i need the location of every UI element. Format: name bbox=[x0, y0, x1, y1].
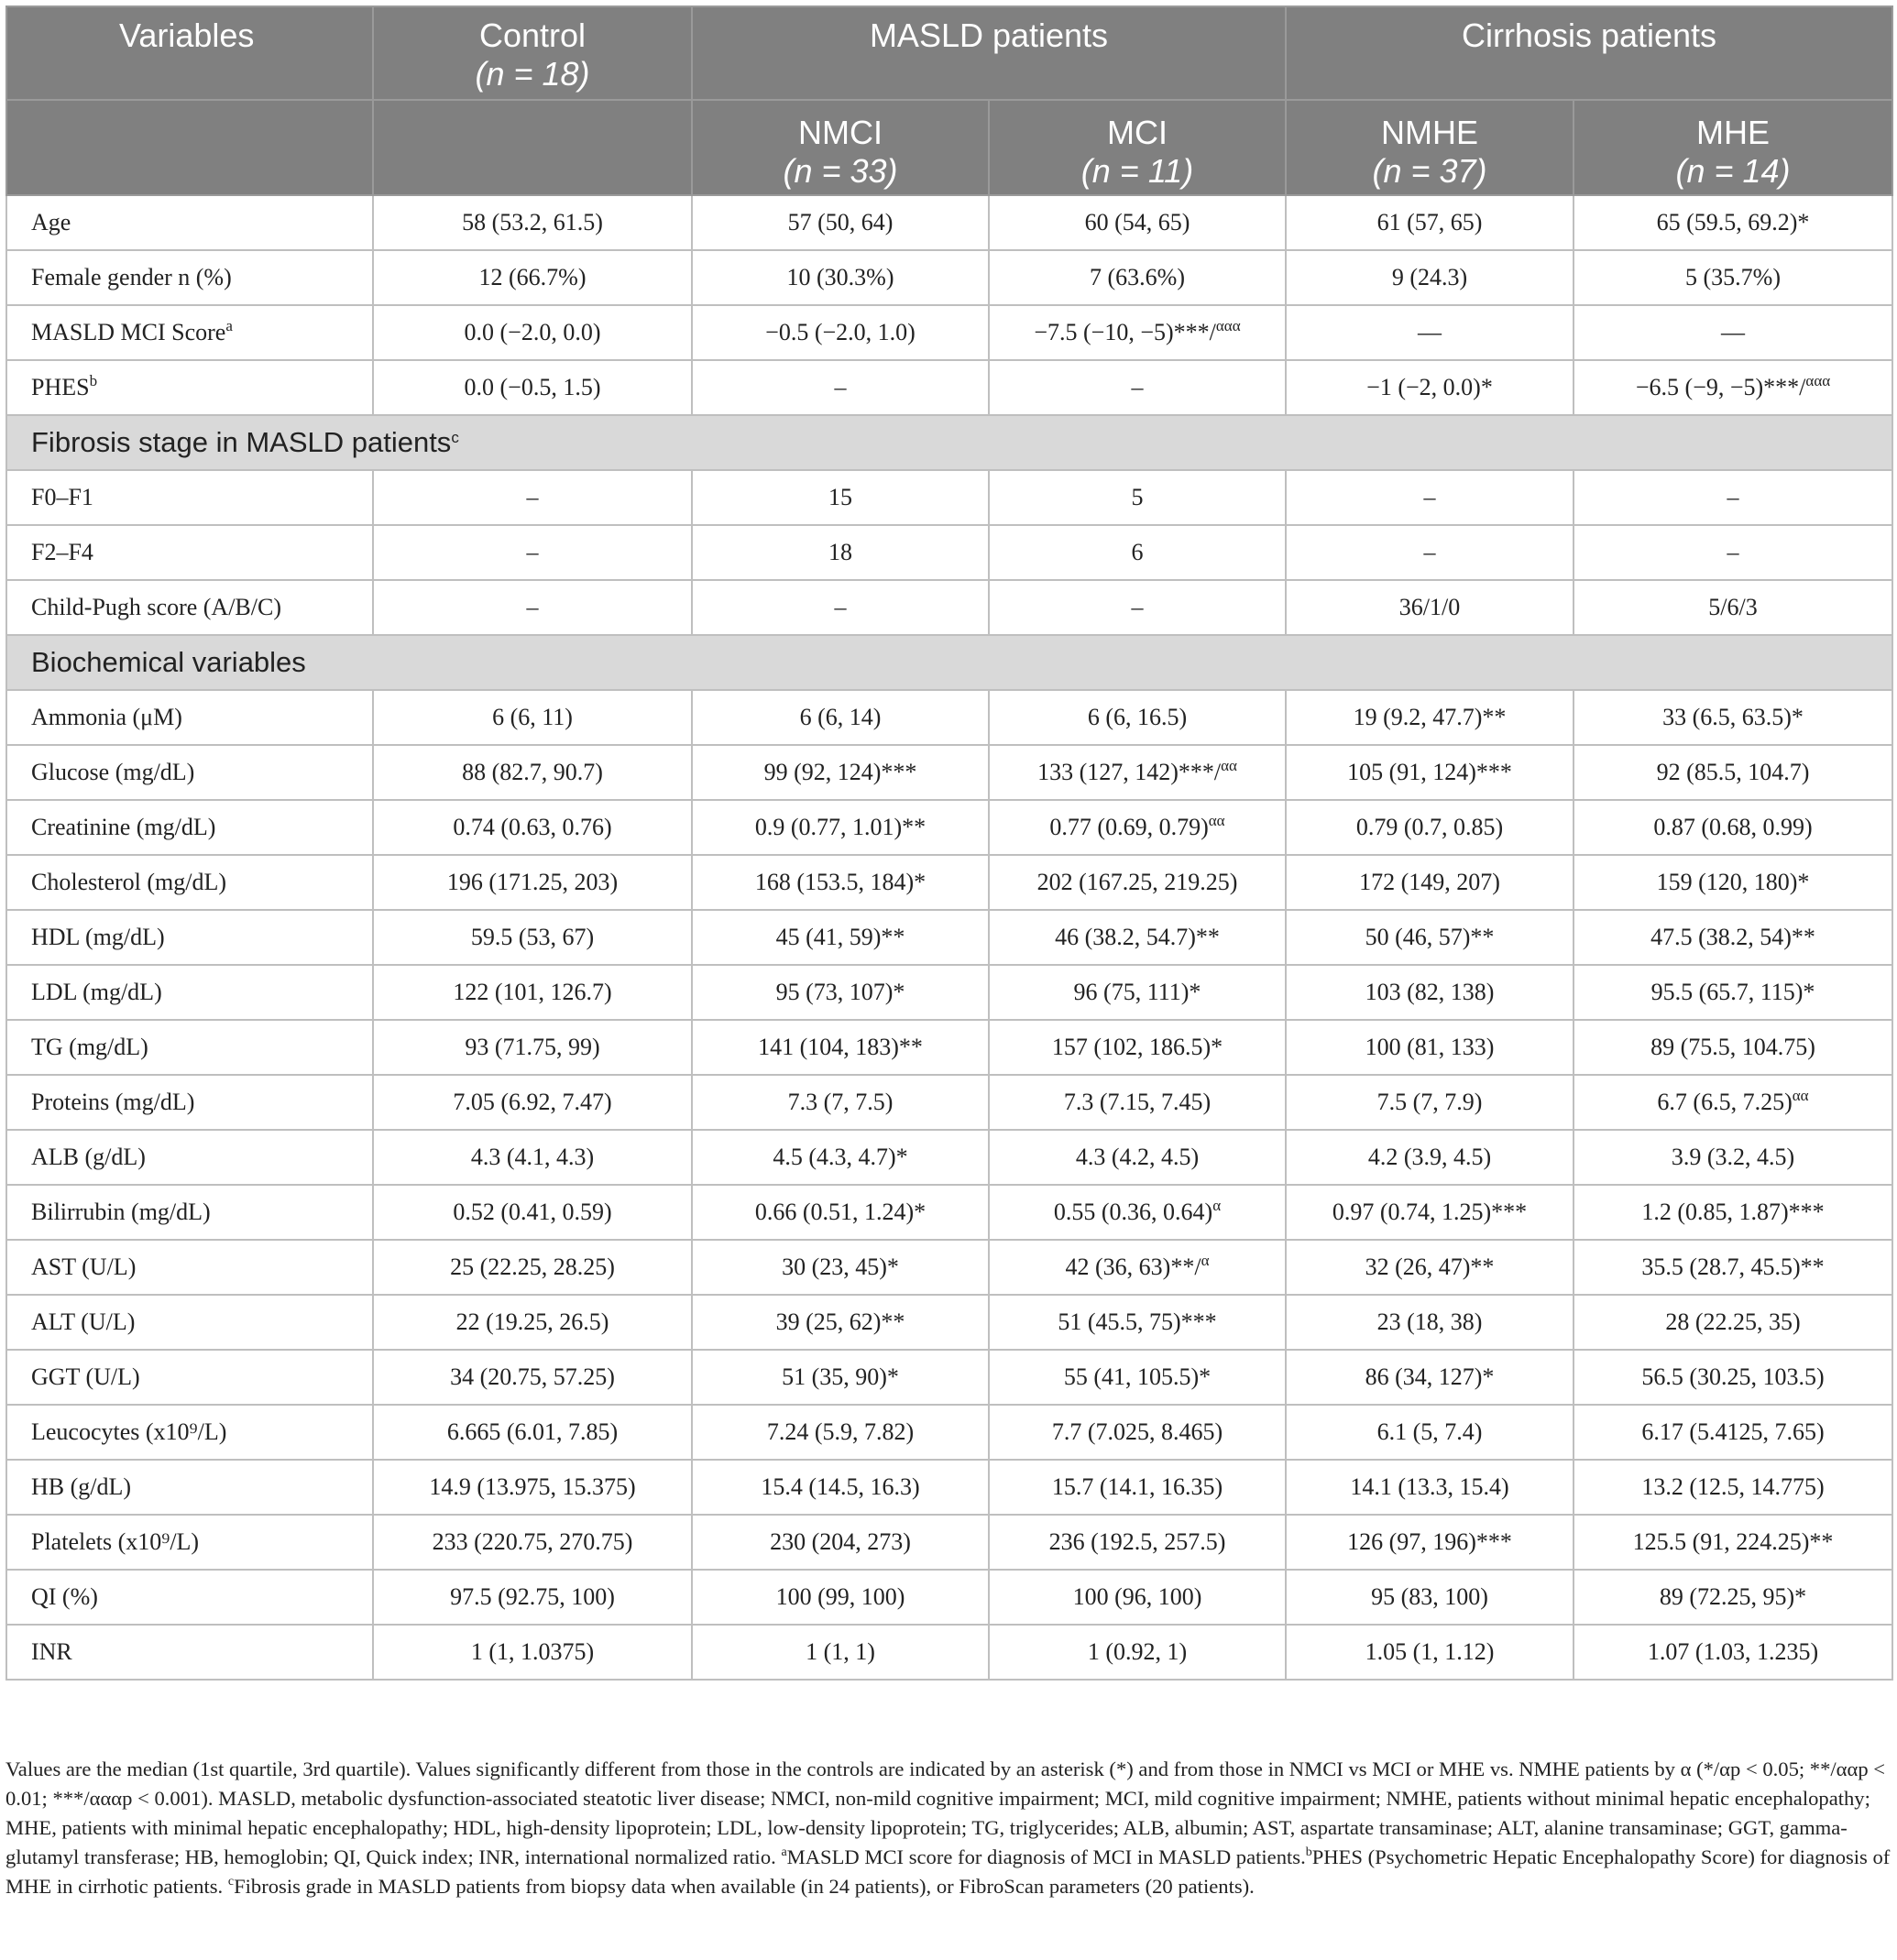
table-cell: 18 bbox=[692, 525, 989, 580]
table-cell: 100 (96, 100) bbox=[989, 1570, 1286, 1625]
footnote-b-mark: b bbox=[1305, 1845, 1312, 1859]
table-cell: 6.665 (6.01, 7.85) bbox=[373, 1405, 692, 1460]
table-cell: 7 (63.6%) bbox=[989, 250, 1286, 305]
cell-alpha-mark: αα bbox=[1221, 757, 1237, 774]
table-cell: 47.5 (38.2, 54)** bbox=[1574, 910, 1892, 965]
table-cell: 196 (171.25, 203) bbox=[373, 855, 692, 910]
table-cell: −0.5 (−2.0, 1.0) bbox=[692, 305, 989, 360]
table-row bbox=[6, 1295, 1892, 1350]
table-cell: 7.5 (7, 7.9) bbox=[1286, 1075, 1574, 1130]
table-cell: 0.52 (0.41, 0.59) bbox=[373, 1185, 692, 1240]
table-row bbox=[6, 1460, 1892, 1515]
table-cell: 230 (204, 273) bbox=[692, 1515, 989, 1570]
table-cell: 4.5 (4.3, 4.7)* bbox=[692, 1130, 989, 1185]
table-cell: 1.05 (1, 1.12) bbox=[1286, 1625, 1574, 1680]
row-label-text: F0–F1 bbox=[31, 484, 93, 510]
table-cell: 86 (34, 127)* bbox=[1286, 1350, 1574, 1405]
table-cell: 5 (35.7%) bbox=[1574, 250, 1892, 305]
row-label bbox=[6, 525, 373, 580]
table-cell: 56.5 (30.25, 103.5) bbox=[1574, 1350, 1892, 1405]
table-cell: 23 (18, 38) bbox=[1286, 1295, 1574, 1350]
table-cell: 57 (50, 64) bbox=[692, 195, 989, 250]
table-cell: – bbox=[692, 580, 989, 635]
section-fibrosis bbox=[6, 415, 1892, 470]
table-row bbox=[6, 800, 1892, 855]
table-cell: 7.7 (7.025, 8.465) bbox=[989, 1405, 1286, 1460]
table-cell: 172 (149, 207) bbox=[1286, 855, 1574, 910]
table-cell: 0.9 (0.77, 1.01)** bbox=[692, 800, 989, 855]
row-label bbox=[6, 1515, 373, 1570]
table-cell: 59.5 (53, 67) bbox=[373, 910, 692, 965]
table-cell: 5/6/3 bbox=[1574, 580, 1892, 635]
row-label-text: GGT (U/L) bbox=[31, 1363, 140, 1390]
row-label bbox=[6, 1130, 373, 1185]
row-label bbox=[6, 195, 373, 250]
cell-alpha-mark: α bbox=[1201, 1252, 1210, 1269]
table-header bbox=[6, 6, 1892, 195]
table-cell: 6 bbox=[989, 525, 1286, 580]
table-cell: 46 (38.2, 54.7)** bbox=[989, 910, 1286, 965]
row-label-text: Ammonia (μM) bbox=[31, 704, 182, 730]
header-variables: Variables bbox=[6, 6, 373, 100]
header-mhe bbox=[1574, 100, 1892, 195]
cell-value: 133 (127, 142)***/ bbox=[1037, 759, 1222, 785]
table-cell: 9 (24.3) bbox=[1286, 250, 1574, 305]
table-cell: 103 (82, 138) bbox=[1286, 965, 1574, 1020]
row-label bbox=[6, 1625, 373, 1680]
table-row bbox=[6, 250, 1892, 305]
row-label-text: Child-Pugh score (A/B/C) bbox=[31, 594, 281, 620]
table-cell: 100 (99, 100) bbox=[692, 1570, 989, 1625]
table-cell: 126 (97, 196)*** bbox=[1286, 1515, 1574, 1570]
table-cell: 89 (75.5, 104.75) bbox=[1574, 1020, 1892, 1075]
table-cell: 50 (46, 57)** bbox=[1286, 910, 1574, 965]
row-label-text: LDL (mg/dL) bbox=[31, 979, 162, 1005]
table-body bbox=[6, 195, 1892, 1680]
table-cell: 0.87 (0.68, 0.99) bbox=[1574, 800, 1892, 855]
table-row bbox=[6, 525, 1892, 580]
cell-value: 0.55 (0.36, 0.64) bbox=[1053, 1199, 1213, 1225]
table-row bbox=[6, 360, 1892, 415]
cell-value: 6.7 (6.5, 7.25) bbox=[1657, 1089, 1793, 1115]
table-cell bbox=[1574, 360, 1892, 415]
header-nmhe bbox=[1286, 100, 1574, 195]
table-cell: 60 (54, 65) bbox=[989, 195, 1286, 250]
table-cell: 25 (22.25, 28.25) bbox=[373, 1240, 692, 1295]
table-cell: — bbox=[1574, 305, 1892, 360]
row-label bbox=[6, 745, 373, 800]
table-row bbox=[6, 470, 1892, 525]
table-cell bbox=[989, 745, 1286, 800]
table-cell: 45 (41, 59)** bbox=[692, 910, 989, 965]
row-label-text: F2–F4 bbox=[31, 539, 93, 565]
table-cell: 4.2 (3.9, 4.5) bbox=[1286, 1130, 1574, 1185]
cell-value: 0.77 (0.69, 0.79) bbox=[1049, 814, 1209, 840]
table-cell: – bbox=[989, 580, 1286, 635]
table-cell: 97.5 (92.75, 100) bbox=[373, 1570, 692, 1625]
table-cell: 125.5 (91, 224.25)** bbox=[1574, 1515, 1892, 1570]
table-cell: – bbox=[989, 360, 1286, 415]
table-cell: 32 (26, 47)** bbox=[1286, 1240, 1574, 1295]
row-label-text: INR bbox=[31, 1638, 72, 1665]
row-label-text: QI (%) bbox=[31, 1583, 98, 1610]
table-cell: — bbox=[1286, 305, 1574, 360]
row-label-footnote-mark: a bbox=[225, 317, 233, 334]
footnote-c-text: Fibrosis grade in MASLD patients from biopsy data when available (in 24 patients), or FibroScan parameters (20 patients). bbox=[234, 1875, 1255, 1898]
table-cell: 233 (220.75, 270.75) bbox=[373, 1515, 692, 1570]
cell-value: 42 (36, 63)**/ bbox=[1065, 1254, 1201, 1280]
section-fibrosis-label bbox=[6, 415, 1892, 470]
header-empty-2 bbox=[373, 100, 692, 195]
header-nmhe-n: (n = 37) bbox=[1372, 152, 1487, 190]
row-label-text: Creatinine (mg/dL) bbox=[31, 814, 216, 840]
row-label-footnote-mark: b bbox=[89, 372, 98, 389]
row-label bbox=[6, 690, 373, 745]
table-cell: 92 (85.5, 104.7) bbox=[1574, 745, 1892, 800]
row-label-text: Leucocytes (x10⁹/L) bbox=[31, 1418, 227, 1445]
footnote-c-mark: c bbox=[227, 1875, 235, 1889]
cell-alpha-mark: αα bbox=[1792, 1087, 1809, 1104]
table-cell: 65 (59.5, 69.2)* bbox=[1574, 195, 1892, 250]
cell-alpha-mark: αα bbox=[1208, 812, 1225, 829]
table-cell: 1 (1, 1.0375) bbox=[373, 1625, 692, 1680]
row-label bbox=[6, 360, 373, 415]
row-label bbox=[6, 855, 373, 910]
row-label bbox=[6, 800, 373, 855]
table-cell: – bbox=[1286, 525, 1574, 580]
table-cell: 22 (19.25, 26.5) bbox=[373, 1295, 692, 1350]
table-cell: – bbox=[373, 470, 692, 525]
row-label bbox=[6, 1020, 373, 1075]
header-control bbox=[373, 6, 692, 100]
table-cell: 89 (72.25, 95)* bbox=[1574, 1570, 1892, 1625]
table-row bbox=[6, 1625, 1892, 1680]
row-label-text: Female gender n (%) bbox=[31, 264, 232, 290]
header-mhe-n: (n = 14) bbox=[1675, 152, 1791, 190]
table-cell: 1 (0.92, 1) bbox=[989, 1625, 1286, 1680]
table-row bbox=[6, 305, 1892, 360]
table-cell: 95 (73, 107)* bbox=[692, 965, 989, 1020]
table-cell: – bbox=[1574, 525, 1892, 580]
cell-value: −6.5 (−9, −5)***/ bbox=[1635, 374, 1806, 400]
table-cell bbox=[989, 800, 1286, 855]
table-cell: 28 (22.25, 35) bbox=[1574, 1295, 1892, 1350]
table-cell: 4.3 (4.2, 4.5) bbox=[989, 1130, 1286, 1185]
table-cell: 168 (153.5, 184)* bbox=[692, 855, 989, 910]
table-cell: – bbox=[373, 580, 692, 635]
table-cell: 1 (1, 1) bbox=[692, 1625, 989, 1680]
table-cell: 95.5 (65.7, 115)* bbox=[1574, 965, 1892, 1020]
cell-alpha-mark: α bbox=[1212, 1197, 1222, 1214]
table-cell: 5 bbox=[989, 470, 1286, 525]
table-cell: 6.1 (5, 7.4) bbox=[1286, 1405, 1574, 1460]
header-nmci-label: NMCI bbox=[798, 114, 883, 151]
table-cell: 122 (101, 126.7) bbox=[373, 965, 692, 1020]
section-biochemical bbox=[6, 635, 1892, 690]
table-cell: 6 (6, 11) bbox=[373, 690, 692, 745]
header-cirrhosis: Cirrhosis patients bbox=[1286, 6, 1892, 100]
row-label-text: PHES bbox=[31, 374, 90, 400]
row-label bbox=[6, 1570, 373, 1625]
table-row bbox=[6, 580, 1892, 635]
section-biochemical-text: Biochemical variables bbox=[31, 646, 306, 678]
footnote-a-text: MASLD MCI score for diagnosis of MCI in MASLD patients. bbox=[786, 1845, 1306, 1868]
row-label bbox=[6, 1240, 373, 1295]
table-cell: 0.0 (−2.0, 0.0) bbox=[373, 305, 692, 360]
table-row bbox=[6, 1240, 1892, 1295]
table-row bbox=[6, 965, 1892, 1020]
header-mci-n: (n = 11) bbox=[1080, 152, 1194, 190]
table-row bbox=[6, 745, 1892, 800]
table-row bbox=[6, 1515, 1892, 1570]
table-cell: 96 (75, 111)* bbox=[989, 965, 1286, 1020]
table-cell: 4.3 (4.1, 4.3) bbox=[373, 1130, 692, 1185]
table-cell: 55 (41, 105.5)* bbox=[989, 1350, 1286, 1405]
table-cell: 236 (192.5, 257.5) bbox=[989, 1515, 1286, 1570]
table-cell: 51 (35, 90)* bbox=[692, 1350, 989, 1405]
row-label bbox=[6, 250, 373, 305]
table-row bbox=[6, 1020, 1892, 1075]
table-cell: 202 (167.25, 219.25) bbox=[989, 855, 1286, 910]
row-label bbox=[6, 470, 373, 525]
table-cell: 95 (83, 100) bbox=[1286, 1570, 1574, 1625]
table-cell bbox=[989, 1240, 1286, 1295]
table-cell: 105 (91, 124)*** bbox=[1286, 745, 1574, 800]
table-cell: 157 (102, 186.5)* bbox=[989, 1020, 1286, 1075]
table-cell: 7.24 (5.9, 7.82) bbox=[692, 1405, 989, 1460]
row-label bbox=[6, 580, 373, 635]
row-label bbox=[6, 1295, 373, 1350]
row-label-text: AST (U/L) bbox=[31, 1254, 137, 1280]
table-cell: 10 (30.3%) bbox=[692, 250, 989, 305]
header-mci bbox=[989, 100, 1286, 195]
header-nmci-n: (n = 33) bbox=[783, 152, 898, 190]
row-label-text: MASLD MCI Score bbox=[31, 319, 226, 345]
row-label-text: HDL (mg/dL) bbox=[31, 924, 165, 950]
row-label-text: Age bbox=[31, 209, 71, 235]
table-cell: 35.5 (28.7, 45.5)** bbox=[1574, 1240, 1892, 1295]
table-cell: −1 (−2, 0.0)* bbox=[1286, 360, 1574, 415]
row-label-text: Bilirrubin (mg/dL) bbox=[31, 1199, 211, 1225]
table-cell: 159 (120, 180)* bbox=[1574, 855, 1892, 910]
footnote-b-text: PHES (Psychometric Hepatic Encephalopathy Score) for diagnosis of MHE in cirrhotic patients. bbox=[5, 1845, 1891, 1898]
table-cell: 39 (25, 62)** bbox=[692, 1295, 989, 1350]
row-label-text: ALT (U/L) bbox=[31, 1308, 136, 1335]
table-cell: 7.05 (6.92, 7.47) bbox=[373, 1075, 692, 1130]
table-row bbox=[6, 1350, 1892, 1405]
table-cell: 6.17 (5.4125, 7.65) bbox=[1574, 1405, 1892, 1460]
table-cell: 19 (9.2, 47.7)** bbox=[1286, 690, 1574, 745]
table-row bbox=[6, 855, 1892, 910]
table-cell: 14.1 (13.3, 15.4) bbox=[1286, 1460, 1574, 1515]
cell-alpha-mark: ααα bbox=[1215, 317, 1241, 334]
table-cell: 61 (57, 65) bbox=[1286, 195, 1574, 250]
table-cell bbox=[989, 305, 1286, 360]
header-control-n: (n = 18) bbox=[475, 55, 590, 93]
table-cell: 12 (66.7%) bbox=[373, 250, 692, 305]
header-mci-label: MCI bbox=[1107, 114, 1168, 151]
row-label-text: ALB (g/dL) bbox=[31, 1144, 146, 1170]
table-cell: 7.3 (7, 7.5) bbox=[692, 1075, 989, 1130]
table-cell: 30 (23, 45)* bbox=[692, 1240, 989, 1295]
table-cell: 15.4 (14.5, 16.3) bbox=[692, 1460, 989, 1515]
table-cell: 14.9 (13.975, 15.375) bbox=[373, 1460, 692, 1515]
table-cell: 1.2 (0.85, 1.87)*** bbox=[1574, 1185, 1892, 1240]
table-cell: 51 (45.5, 75)*** bbox=[989, 1295, 1286, 1350]
row-label bbox=[6, 1460, 373, 1515]
row-label bbox=[6, 965, 373, 1020]
row-label bbox=[6, 1405, 373, 1460]
table-cell: 0.66 (0.51, 1.24)* bbox=[692, 1185, 989, 1240]
header-empty-1 bbox=[6, 100, 373, 195]
table-row bbox=[6, 195, 1892, 250]
table-cell: 0.0 (−0.5, 1.5) bbox=[373, 360, 692, 415]
row-label-text: Proteins (mg/dL) bbox=[31, 1089, 195, 1115]
table-row bbox=[6, 1075, 1892, 1130]
table-row bbox=[6, 1185, 1892, 1240]
section-biochemical-label bbox=[6, 635, 1892, 690]
table-cell: – bbox=[373, 525, 692, 580]
row-label bbox=[6, 1075, 373, 1130]
table-row bbox=[6, 690, 1892, 745]
header-masld: MASLD patients bbox=[692, 6, 1286, 100]
cell-value: −7.5 (−10, −5)***/ bbox=[1034, 319, 1216, 345]
row-label-text: HB (g/dL) bbox=[31, 1473, 132, 1500]
header-control-label: Control bbox=[478, 16, 587, 54]
table-cell: 3.9 (3.2, 4.5) bbox=[1574, 1130, 1892, 1185]
row-label-text: Platelets (x10⁹/L) bbox=[31, 1528, 200, 1555]
table-cell: 1.07 (1.03, 1.235) bbox=[1574, 1625, 1892, 1680]
table-cell: – bbox=[1286, 470, 1574, 525]
table-cell: 15 bbox=[692, 470, 989, 525]
table-cell bbox=[1574, 1075, 1892, 1130]
row-label-text: Cholesterol (mg/dL) bbox=[31, 869, 227, 895]
table-footnote bbox=[5, 1755, 1892, 1901]
row-label bbox=[6, 910, 373, 965]
table-cell: 0.74 (0.63, 0.76) bbox=[373, 800, 692, 855]
table-cell: 88 (82.7, 90.7) bbox=[373, 745, 692, 800]
table-cell bbox=[989, 1185, 1286, 1240]
table-cell: 6 (6, 14) bbox=[692, 690, 989, 745]
cell-alpha-mark: ααα bbox=[1805, 372, 1831, 389]
table-cell: 93 (71.75, 99) bbox=[373, 1020, 692, 1075]
row-label bbox=[6, 1350, 373, 1405]
section-fibrosis-text: Fibrosis stage in MASLD patients bbox=[31, 426, 452, 458]
table-row bbox=[6, 1405, 1892, 1460]
table-cell: 7.3 (7.15, 7.45) bbox=[989, 1075, 1286, 1130]
footnote-a-mark: a bbox=[781, 1845, 787, 1859]
table-cell: 141 (104, 183)** bbox=[692, 1020, 989, 1075]
header-nmci bbox=[692, 100, 989, 195]
header-mhe-label: MHE bbox=[1696, 114, 1770, 151]
table-cell: 13.2 (12.5, 14.775) bbox=[1574, 1460, 1892, 1515]
table-cell: 58 (53.2, 61.5) bbox=[373, 195, 692, 250]
section-fibrosis-footnote-mark: c bbox=[451, 429, 459, 446]
table-cell: 6 (6, 16.5) bbox=[989, 690, 1286, 745]
data-table bbox=[5, 5, 1893, 1681]
table-cell: 0.79 (0.7, 0.85) bbox=[1286, 800, 1574, 855]
header-nmhe-label: NMHE bbox=[1381, 114, 1478, 151]
table-cell: 34 (20.75, 57.25) bbox=[373, 1350, 692, 1405]
table-cell: – bbox=[692, 360, 989, 415]
table-cell: – bbox=[1574, 470, 1892, 525]
row-label bbox=[6, 1185, 373, 1240]
footnote-main: Values are the median (1st quartile, 3rd quartile). Values significantly different from those in the controls are indicated by an asterisk (*) and from those in NMCI vs MCI or MHE vs. NMHE patients by α (*/αp < 0.05; **/ααp < 0.01; ***/αααp < 0.001). MASLD, metabolic dysfunction-associated steatotic liver disease; NMCI, non-mild cognitive impairment; MCI, mild cognitive impairment; NMHE, patients without minimal hepatic encephalopathy; MHE, patients with minimal hepatic encephalopathy; HDL, high-density lipoprotein; LDL, low-density lipoprotein; TG, triglycerides; ALB, albumin; AST, aspartate transaminase; ALT, alanine transaminase; GGT, gamma-glutamyl transferase; HB, hemoglobin; QI, Quick index; INR, international normalized ratio. bbox=[5, 1757, 1886, 1868]
row-label bbox=[6, 305, 373, 360]
table-row bbox=[6, 1570, 1892, 1625]
table-cell: 99 (92, 124)*** bbox=[692, 745, 989, 800]
table-row bbox=[6, 910, 1892, 965]
row-label-text: TG (mg/dL) bbox=[31, 1034, 148, 1060]
table-cell: 33 (6.5, 63.5)* bbox=[1574, 690, 1892, 745]
table-row bbox=[6, 1130, 1892, 1185]
table-cell: 36/1/0 bbox=[1286, 580, 1574, 635]
table-cell: 100 (81, 133) bbox=[1286, 1020, 1574, 1075]
row-label-text: Glucose (mg/dL) bbox=[31, 759, 195, 785]
table-cell: 0.97 (0.74, 1.25)*** bbox=[1286, 1185, 1574, 1240]
table-cell: 15.7 (14.1, 16.35) bbox=[989, 1460, 1286, 1515]
